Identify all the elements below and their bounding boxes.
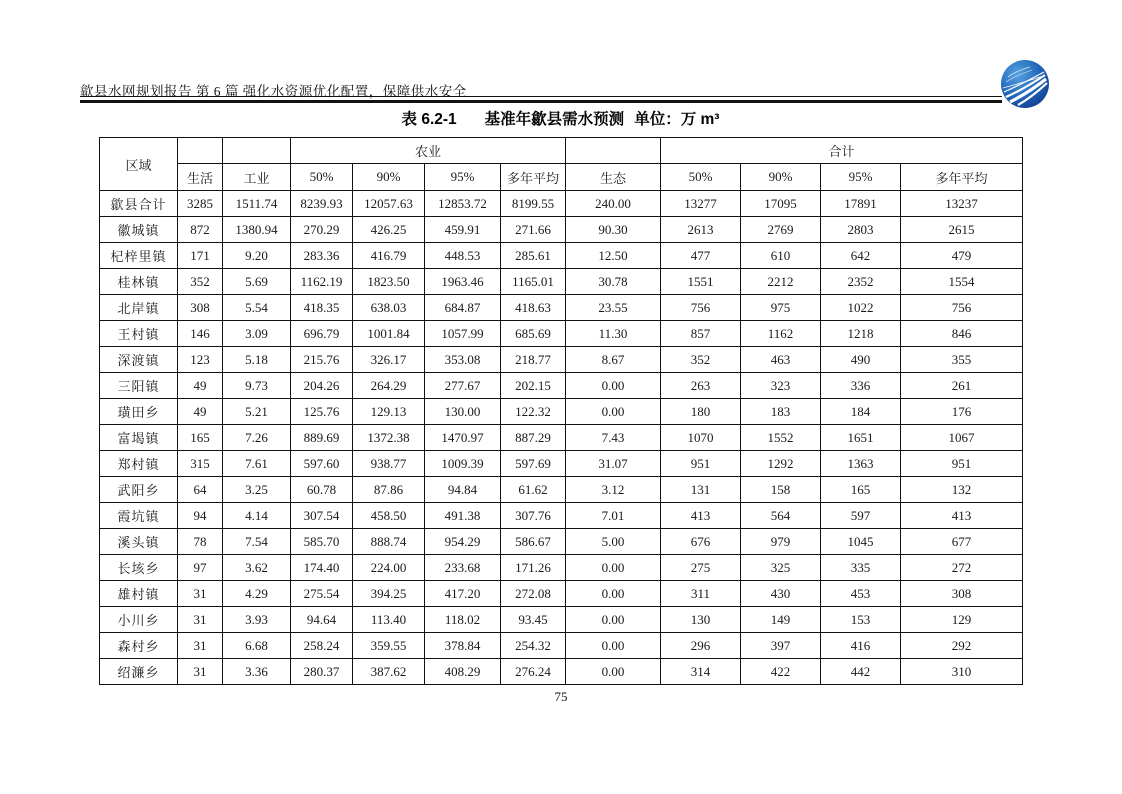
table-title-unit: 单位：万 m³: [634, 111, 720, 128]
region-name-cell: 杞梓里镇: [100, 243, 178, 269]
value-cell: 413: [901, 503, 1023, 529]
value-cell: 0.00: [566, 659, 661, 685]
header-rule-thin: [80, 96, 1002, 97]
value-cell: 94.84: [425, 477, 501, 503]
empty-header-cell: [223, 138, 291, 164]
value-cell: 459.91: [425, 217, 501, 243]
value-cell: 2769: [741, 217, 821, 243]
col-header-region: 区域: [100, 138, 178, 191]
table-row: [100, 243, 1023, 269]
value-cell: 685.69: [501, 321, 566, 347]
value-cell: 125.76: [291, 399, 353, 425]
value-cell: 202.15: [501, 373, 566, 399]
value-cell: 264.29: [353, 373, 425, 399]
value-cell: 97: [178, 555, 223, 581]
table-row: [100, 659, 1023, 685]
value-cell: 132: [901, 477, 1023, 503]
region-name-cell: 长垓乡: [100, 555, 178, 581]
region-name-cell: 深渡镇: [100, 347, 178, 373]
value-cell: 1009.39: [425, 451, 501, 477]
table-title-label: 表 6.2-1: [401, 111, 457, 128]
value-cell: 3.25: [223, 477, 291, 503]
value-cell: 1470.97: [425, 425, 501, 451]
value-cell: 31: [178, 633, 223, 659]
region-name-cell: 溪头镇: [100, 529, 178, 555]
value-cell: 49: [178, 373, 223, 399]
value-cell: 13277: [661, 191, 741, 217]
value-cell: 9.20: [223, 243, 291, 269]
table-row: [100, 321, 1023, 347]
value-cell: 642: [821, 243, 901, 269]
value-cell: 430: [741, 581, 821, 607]
value-cell: 426.25: [353, 217, 425, 243]
value-cell: 979: [741, 529, 821, 555]
value-cell: 64: [178, 477, 223, 503]
col-group-total: 合计: [661, 138, 1023, 164]
value-cell: 353.08: [425, 347, 501, 373]
region-name-cell: 北岸镇: [100, 295, 178, 321]
value-cell: 277.67: [425, 373, 501, 399]
value-cell: 93.45: [501, 607, 566, 633]
value-cell: 0.00: [566, 581, 661, 607]
value-cell: 310: [901, 659, 1023, 685]
value-cell: 1554: [901, 269, 1023, 295]
value-cell: 352: [661, 347, 741, 373]
col-header-agri-95: 95%: [425, 164, 501, 191]
value-cell: 5.69: [223, 269, 291, 295]
table-row: [100, 295, 1023, 321]
value-cell: 355: [901, 347, 1023, 373]
value-cell: 129.13: [353, 399, 425, 425]
value-cell: 2803: [821, 217, 901, 243]
value-cell: 408.29: [425, 659, 501, 685]
col-header-agri-avg: 多年平均: [501, 164, 566, 191]
value-cell: 130.00: [425, 399, 501, 425]
region-name-cell: 三阳镇: [100, 373, 178, 399]
region-name-cell: 绍濂乡: [100, 659, 178, 685]
value-cell: 2613: [661, 217, 741, 243]
value-cell: 308: [178, 295, 223, 321]
value-cell: 204.26: [291, 373, 353, 399]
table-title-text: 基准年歙县需水预测: [484, 111, 625, 128]
value-cell: 12853.72: [425, 191, 501, 217]
table-row: [100, 347, 1023, 373]
table-row: [100, 425, 1023, 451]
value-cell: 146: [178, 321, 223, 347]
table-row: [100, 217, 1023, 243]
header-row-subcolumns: [100, 164, 1023, 191]
value-cell: 149: [741, 607, 821, 633]
header-row-groups: [100, 138, 1023, 164]
value-cell: 887.29: [501, 425, 566, 451]
value-cell: 394.25: [353, 581, 425, 607]
value-cell: 307.76: [501, 503, 566, 529]
value-cell: 0.00: [566, 399, 661, 425]
value-cell: 261: [901, 373, 1023, 399]
value-cell: 240.00: [566, 191, 661, 217]
value-cell: 61.62: [501, 477, 566, 503]
value-cell: 1511.74: [223, 191, 291, 217]
value-cell: 696.79: [291, 321, 353, 347]
value-cell: 171: [178, 243, 223, 269]
value-cell: 180: [661, 399, 741, 425]
value-cell: 1067: [901, 425, 1023, 451]
value-cell: 87.86: [353, 477, 425, 503]
value-cell: 8199.55: [501, 191, 566, 217]
value-cell: 938.77: [353, 451, 425, 477]
page-number: 75: [554, 689, 568, 704]
col-header-life: 生活: [178, 164, 223, 191]
value-cell: 1963.46: [425, 269, 501, 295]
value-cell: 453: [821, 581, 901, 607]
value-cell: 325: [741, 555, 821, 581]
value-cell: 176: [901, 399, 1023, 425]
value-cell: 458.50: [353, 503, 425, 529]
value-cell: 677: [901, 529, 1023, 555]
table-row: [100, 451, 1023, 477]
value-cell: 122.32: [501, 399, 566, 425]
value-cell: 5.18: [223, 347, 291, 373]
value-cell: 131: [661, 477, 741, 503]
value-cell: 1165.01: [501, 269, 566, 295]
table-row: [100, 399, 1023, 425]
value-cell: 311: [661, 581, 741, 607]
value-cell: 130: [661, 607, 741, 633]
value-cell: 174.40: [291, 555, 353, 581]
region-name-cell: 森村乡: [100, 633, 178, 659]
value-cell: 418.63: [501, 295, 566, 321]
value-cell: 597: [821, 503, 901, 529]
value-cell: 7.26: [223, 425, 291, 451]
region-name-cell: 雄村镇: [100, 581, 178, 607]
table-row: [100, 581, 1023, 607]
value-cell: 756: [661, 295, 741, 321]
value-cell: 442: [821, 659, 901, 685]
value-cell: 123: [178, 347, 223, 373]
table-row: [100, 529, 1023, 555]
value-cell: 7.61: [223, 451, 291, 477]
col-header-agri-50: 50%: [291, 164, 353, 191]
value-cell: 975: [741, 295, 821, 321]
value-cell: 31: [178, 581, 223, 607]
value-cell: 17095: [741, 191, 821, 217]
value-cell: 13237: [901, 191, 1023, 217]
value-cell: 270.29: [291, 217, 353, 243]
value-cell: 158: [741, 477, 821, 503]
value-cell: 171.26: [501, 555, 566, 581]
value-cell: 1022: [821, 295, 901, 321]
value-cell: 0.00: [566, 633, 661, 659]
value-cell: 3.93: [223, 607, 291, 633]
value-cell: 30.78: [566, 269, 661, 295]
value-cell: 413: [661, 503, 741, 529]
value-cell: 258.24: [291, 633, 353, 659]
value-cell: 951: [901, 451, 1023, 477]
value-cell: 118.02: [425, 607, 501, 633]
value-cell: 1823.50: [353, 269, 425, 295]
table-title: [99, 107, 1022, 129]
value-cell: 676: [661, 529, 741, 555]
value-cell: 314: [661, 659, 741, 685]
empty-header-cell: [178, 138, 223, 164]
value-cell: 8.67: [566, 347, 661, 373]
value-cell: 7.54: [223, 529, 291, 555]
empty-header-cell: [566, 138, 661, 164]
value-cell: 378.84: [425, 633, 501, 659]
table-row: [100, 477, 1023, 503]
value-cell: 0.00: [566, 373, 661, 399]
value-cell: 307.54: [291, 503, 353, 529]
col-header-ecology: 生态: [566, 164, 661, 191]
value-cell: 3.62: [223, 555, 291, 581]
value-cell: 463: [741, 347, 821, 373]
value-cell: 78: [178, 529, 223, 555]
value-cell: 5.21: [223, 399, 291, 425]
region-name-cell: 王村镇: [100, 321, 178, 347]
value-cell: 113.40: [353, 607, 425, 633]
value-cell: 422: [741, 659, 821, 685]
value-cell: 280.37: [291, 659, 353, 685]
region-name-cell: 武阳乡: [100, 477, 178, 503]
table-body: [100, 191, 1023, 685]
region-name-cell: 徽城镇: [100, 217, 178, 243]
value-cell: 638.03: [353, 295, 425, 321]
region-name-cell: 歙县合计: [100, 191, 178, 217]
value-cell: 448.53: [425, 243, 501, 269]
value-cell: 889.69: [291, 425, 353, 451]
value-cell: 271.66: [501, 217, 566, 243]
region-name-cell: 桂林镇: [100, 269, 178, 295]
value-cell: 5.00: [566, 529, 661, 555]
value-cell: 94.64: [291, 607, 353, 633]
table-row: [100, 373, 1023, 399]
value-cell: 31.07: [566, 451, 661, 477]
value-cell: 756: [901, 295, 1023, 321]
value-cell: 315: [178, 451, 223, 477]
value-cell: 153: [821, 607, 901, 633]
value-cell: 49: [178, 399, 223, 425]
value-cell: 491.38: [425, 503, 501, 529]
value-cell: 1045: [821, 529, 901, 555]
value-cell: 417.20: [425, 581, 501, 607]
table-row: [100, 503, 1023, 529]
value-cell: 183: [741, 399, 821, 425]
value-cell: 184: [821, 399, 901, 425]
value-cell: 2352: [821, 269, 901, 295]
col-header-total-95: 95%: [821, 164, 901, 191]
value-cell: 586.67: [501, 529, 566, 555]
value-cell: 1380.94: [223, 217, 291, 243]
value-cell: 1363: [821, 451, 901, 477]
value-cell: 416.79: [353, 243, 425, 269]
col-group-agriculture: 农业: [291, 138, 566, 164]
value-cell: 17891: [821, 191, 901, 217]
running-header-text: 歙县水网规划报告 第 6 篇 强化水资源优化配置，保障供水安全: [80, 84, 467, 99]
value-cell: 597.60: [291, 451, 353, 477]
value-cell: 272.08: [501, 581, 566, 607]
value-cell: 233.68: [425, 555, 501, 581]
value-cell: 610: [741, 243, 821, 269]
value-cell: 387.62: [353, 659, 425, 685]
table-row: [100, 555, 1023, 581]
region-name-cell: 璜田乡: [100, 399, 178, 425]
value-cell: 165: [178, 425, 223, 451]
value-cell: 5.54: [223, 295, 291, 321]
value-cell: 1292: [741, 451, 821, 477]
value-cell: 1372.38: [353, 425, 425, 451]
value-cell: 1162: [741, 321, 821, 347]
value-cell: 1552: [741, 425, 821, 451]
value-cell: 0.00: [566, 607, 661, 633]
region-name-cell: 霞坑镇: [100, 503, 178, 529]
value-cell: 4.14: [223, 503, 291, 529]
value-cell: 275: [661, 555, 741, 581]
value-cell: 94: [178, 503, 223, 529]
value-cell: 2212: [741, 269, 821, 295]
value-cell: 276.24: [501, 659, 566, 685]
value-cell: 1001.84: [353, 321, 425, 347]
table-row: [100, 269, 1023, 295]
value-cell: 7.43: [566, 425, 661, 451]
value-cell: 352: [178, 269, 223, 295]
value-cell: 1551: [661, 269, 741, 295]
value-cell: 846: [901, 321, 1023, 347]
table-row: [100, 633, 1023, 659]
value-cell: 418.35: [291, 295, 353, 321]
value-cell: 326.17: [353, 347, 425, 373]
value-cell: 0.00: [566, 555, 661, 581]
value-cell: 283.36: [291, 243, 353, 269]
col-header-total-50: 50%: [661, 164, 741, 191]
value-cell: 3.36: [223, 659, 291, 685]
value-cell: 285.61: [501, 243, 566, 269]
col-header-industry: 工业: [223, 164, 291, 191]
value-cell: 292: [901, 633, 1023, 659]
value-cell: 888.74: [353, 529, 425, 555]
value-cell: 7.01: [566, 503, 661, 529]
value-cell: 165: [821, 477, 901, 503]
col-header-agri-90: 90%: [353, 164, 425, 191]
table-row: [100, 607, 1023, 633]
value-cell: 31: [178, 659, 223, 685]
value-cell: 272: [901, 555, 1023, 581]
water-demand-table: [99, 137, 1023, 685]
value-cell: 11.30: [566, 321, 661, 347]
value-cell: 129: [901, 607, 1023, 633]
value-cell: 597.69: [501, 451, 566, 477]
value-cell: 335: [821, 555, 901, 581]
value-cell: 23.55: [566, 295, 661, 321]
value-cell: 9.73: [223, 373, 291, 399]
value-cell: 3285: [178, 191, 223, 217]
value-cell: 12057.63: [353, 191, 425, 217]
value-cell: 8239.93: [291, 191, 353, 217]
value-cell: 224.00: [353, 555, 425, 581]
value-cell: 323: [741, 373, 821, 399]
region-name-cell: 富堨镇: [100, 425, 178, 451]
value-cell: 2615: [901, 217, 1023, 243]
value-cell: 6.68: [223, 633, 291, 659]
value-cell: 3.09: [223, 321, 291, 347]
table-row: [100, 191, 1023, 217]
blue-globe-road-logo-icon: [1000, 59, 1050, 109]
value-cell: 12.50: [566, 243, 661, 269]
value-cell: 416: [821, 633, 901, 659]
value-cell: 4.29: [223, 581, 291, 607]
value-cell: 336: [821, 373, 901, 399]
value-cell: 951: [661, 451, 741, 477]
header-rule-thick: [80, 100, 1002, 103]
value-cell: 1651: [821, 425, 901, 451]
value-cell: 397: [741, 633, 821, 659]
value-cell: 90.30: [566, 217, 661, 243]
value-cell: 215.76: [291, 347, 353, 373]
value-cell: 218.77: [501, 347, 566, 373]
value-cell: 3.12: [566, 477, 661, 503]
value-cell: 477: [661, 243, 741, 269]
value-cell: 359.55: [353, 633, 425, 659]
value-cell: 954.29: [425, 529, 501, 555]
value-cell: 490: [821, 347, 901, 373]
value-cell: 275.54: [291, 581, 353, 607]
value-cell: 1070: [661, 425, 741, 451]
value-cell: 1218: [821, 321, 901, 347]
value-cell: 1057.99: [425, 321, 501, 347]
region-name-cell: 郑村镇: [100, 451, 178, 477]
value-cell: 585.70: [291, 529, 353, 555]
value-cell: 296: [661, 633, 741, 659]
value-cell: 31: [178, 607, 223, 633]
value-cell: 684.87: [425, 295, 501, 321]
value-cell: 479: [901, 243, 1023, 269]
value-cell: 254.32: [501, 633, 566, 659]
col-header-total-90: 90%: [741, 164, 821, 191]
value-cell: 60.78: [291, 477, 353, 503]
value-cell: 308: [901, 581, 1023, 607]
value-cell: 263: [661, 373, 741, 399]
value-cell: 1162.19: [291, 269, 353, 295]
value-cell: 857: [661, 321, 741, 347]
value-cell: 872: [178, 217, 223, 243]
value-cell: 564: [741, 503, 821, 529]
region-name-cell: 小川乡: [100, 607, 178, 633]
col-header-total-avg: 多年平均: [901, 164, 1023, 191]
